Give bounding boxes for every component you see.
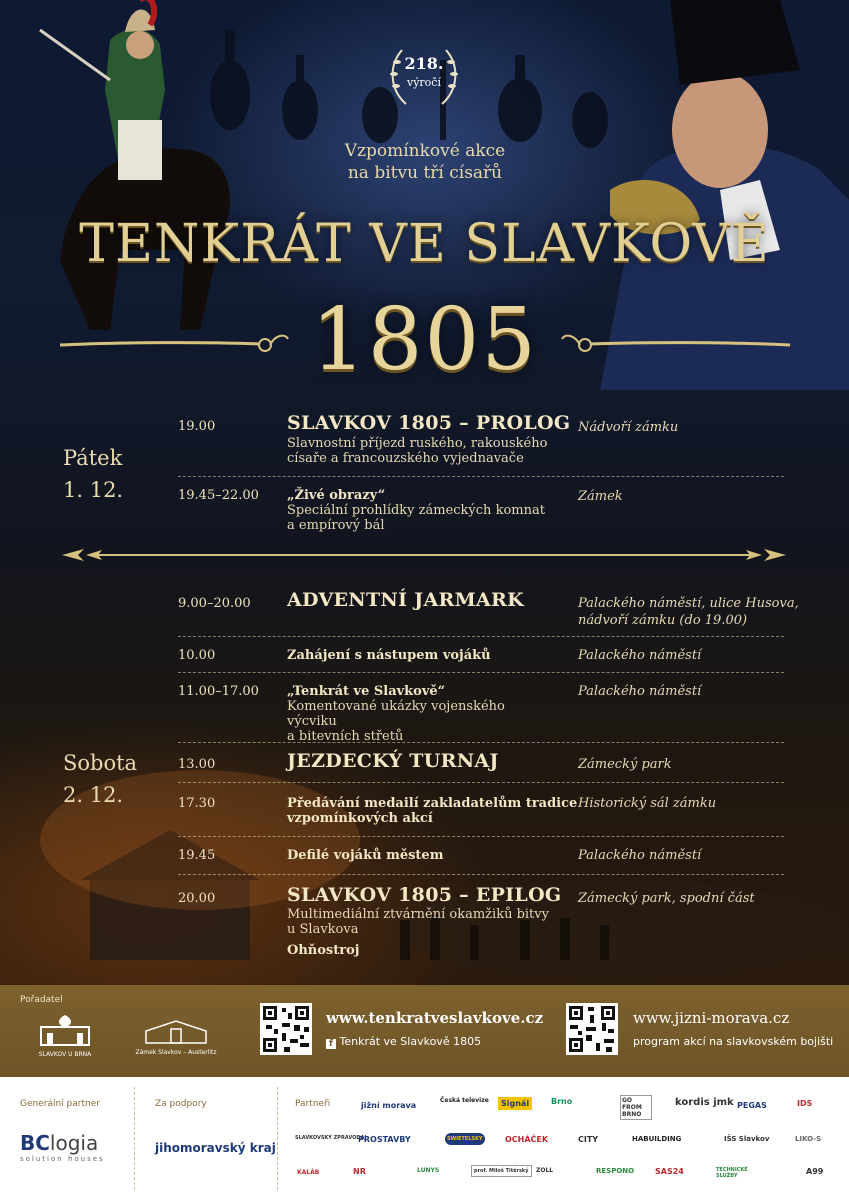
event-time: 19.00 [178,419,216,434]
partner-logo: HABUILDING [632,1135,682,1143]
bclogia-logo-rest: logia [49,1131,99,1155]
zamek-logo [120,1019,232,1056]
event-desc-line-2: a bitevních střetů [287,729,404,744]
event-time: 10.00 [178,648,216,663]
event-place-line-2: nádvoří zámku (do 19.00) [578,613,748,628]
qr-code-icon[interactable] [260,1003,312,1055]
event-name: SLAVKOV 1805 – EPILOG [287,884,562,906]
anniversary-number: 218. [404,54,444,73]
day-friday [63,442,123,506]
partner-logo: SWIETELSKY [445,1133,485,1145]
event-desc [287,699,557,744]
partner-logo: OCHÁČEK [505,1135,549,1144]
event-desc [287,436,557,466]
event-time: 19.45 [178,848,216,863]
event-desc-line-2: a empírový bál [287,518,385,533]
facebook-text: Tenkrát ve Slavkově 1805 [339,1035,482,1048]
slavkov-logo-text: SLAVKOV U BRNA [38,1051,92,1058]
support-label: Za podpory [155,1099,207,1109]
day-friday-name: Pátek [63,446,123,470]
subtitle-line-1: Vzpomínkové akce [344,141,506,161]
partner-logo: TECHNICKÉ SLUŽBY [716,1167,748,1179]
partner-logo: Signál [498,1097,532,1110]
event-place: Zámecký park [578,757,672,772]
event-place: Zámek [578,489,623,504]
event-extra: Ohňostroj [287,943,360,958]
partner-logo: GO FROM BRNO [620,1095,652,1120]
day-saturday-name: Sobota [63,751,138,775]
anniversary-text: výročí [407,76,441,89]
partner-logo: NR [353,1167,366,1176]
event-name: SLAVKOV 1805 – PROLOG [287,412,571,434]
row-separator [178,836,784,837]
event-time: 11.00–17.00 [178,684,259,699]
row-separator [178,636,784,637]
main-title: TENKRÁT VE SLAVKOVĚ [79,214,770,274]
partner-logo: PEGAS [737,1101,767,1110]
day-saturday [63,747,137,811]
event-name [287,796,577,826]
partners-section [0,1077,849,1200]
hussar-figure [40,0,230,330]
event-name-line-1: Předávání medailí zakladatelům tradice [287,796,578,811]
program-text: program akcí na slavkovském bojišti [633,1035,834,1048]
event-name: JEZDECKÝ TURNAJ [287,750,499,772]
organizer-label: Pořadatel [20,995,63,1005]
section-divider [62,548,786,562]
zamek-logo-text: Zámek Slavkov – Austerlitz [135,1049,217,1056]
partner-logo: LUNYS [417,1167,440,1174]
event-desc-line-2: císaře a francouzského vyjednavače [287,451,524,466]
bclogia-logo-sub: solution houses [20,1155,105,1163]
divider [277,1087,278,1190]
partners-label: Partneři [295,1099,331,1109]
partner-logo: kordis jmk [675,1097,734,1108]
partner-logo: Česká televize [440,1097,489,1104]
event-desc-line-1: Speciální prohlídky zámeckých komnat [287,503,545,518]
partner-logo: Brno [551,1097,573,1106]
facebook-icon: f [326,1039,336,1049]
event-place: Nádvoří zámku [578,420,679,435]
event-time: 9.00–20.00 [178,596,251,611]
event-desc-line-1: Slavnostní příjezd ruského, rakouského [287,436,548,451]
event-name: „Tenkrát ve Slavkově“ [287,684,446,699]
general-partner-label: Generální partner [20,1099,100,1109]
event-desc-line-1: Komentované ukázky vojenského výcviku [287,699,505,729]
sabre-right-icon [560,325,790,365]
partner-logo: IDS [797,1099,813,1108]
event-time: 13.00 [178,757,216,772]
row-separator [178,672,784,673]
jihomoravsky-kraj-logo: jihomoravský kraj [155,1141,276,1155]
event-time: 17.30 [178,796,216,811]
year-1805: 1805 [311,290,538,390]
event-name-line-2: vzpomínkových akcí [287,811,433,826]
event-name: ADVENTNÍ JARMARK [287,589,524,611]
day-saturday-date: 2. 12. [63,783,124,807]
partner-logo: jižní morava [361,1101,417,1110]
website-link-jizni-morava[interactable]: www.jizni-morava.cz [633,1009,790,1027]
divider [134,1087,135,1190]
partner-logo: ZOLL [536,1167,554,1174]
partner-logo: RESPONO [596,1167,635,1175]
partner-logo: PROSTAVBY [358,1135,411,1144]
event-place: Palackého náměstí [578,848,702,863]
event-place: Zámecký park, spodní část [578,891,755,906]
event-place: Palackého náměstí [578,684,702,699]
partner-logo: SLAVKOVSKÝ ZPRAVODAJ [295,1135,367,1141]
event-time: 20.00 [178,891,216,906]
partner-logo: LIKO-S [795,1135,822,1143]
row-separator [178,782,784,783]
event-desc [287,503,557,533]
subtitle-line-2: na bitvu tří císařů [347,163,503,183]
partner-logo: IŠS Slavkov [724,1135,770,1143]
partner-logo: SAS24 [655,1167,684,1176]
bclogia-logo-bc: BC [20,1131,50,1155]
subtitle [300,140,550,184]
event-time: 19.45–22.00 [178,488,259,503]
day-friday-date: 1. 12. [63,478,124,502]
facebook-link[interactable] [326,1035,481,1049]
website-link-tenkrat[interactable]: www.tenkratveslavkove.cz [326,1009,544,1027]
partner-logo: prof. Miloš Titěrský [471,1165,532,1177]
event-place-line-1: Palackého náměstí, ulice Husova, [578,596,799,611]
anniversary-badge [386,38,462,114]
event-desc-line-2: u Slavkova [287,922,359,937]
event-desc-line-1: Multimediální ztvárnění okamžiků bitvy [287,907,549,922]
event-place: Historický sál zámku [578,796,717,811]
footer-band [0,985,849,1077]
slavkov-logo [30,1013,100,1058]
castle-icon [35,1013,95,1047]
event-name: Zahájení s nástupem vojáků [287,648,491,663]
event-place [578,595,799,629]
partner-logo: A99 [806,1167,824,1176]
row-separator [178,742,784,743]
row-separator [178,874,784,875]
row-separator [178,476,784,477]
partner-logo: CITY [578,1135,599,1144]
qr-code-icon[interactable] [566,1003,618,1055]
partner-logo: KALÁB [297,1169,320,1176]
event-name: „Živé obrazy“ [287,488,386,503]
bclogia-logo [20,1131,98,1155]
chateau-icon [141,1019,211,1045]
event-name: Defilé vojáků městem [287,848,444,863]
event-place: Palackého náměstí [578,648,702,663]
event-desc [287,907,557,937]
